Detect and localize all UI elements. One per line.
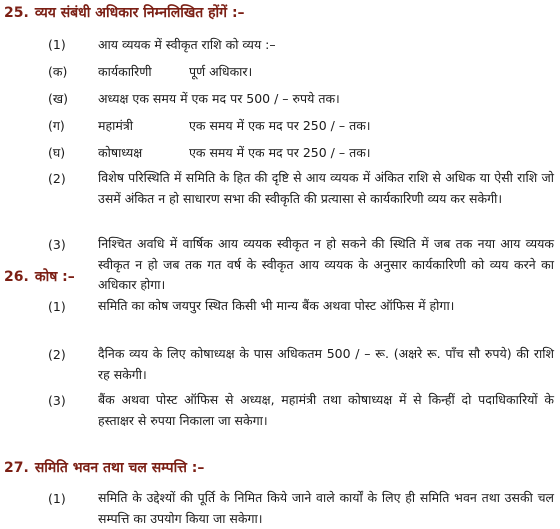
- section-26-heading: [4, 268, 75, 286]
- section-26-number: 26.: [4, 269, 29, 285]
- s25-item-1-text: आय व्ययक में स्वीकृत राशि को व्यय :–: [98, 37, 276, 52]
- s25-item-ka-text: पूर्ण अधिकार।: [189, 64, 253, 79]
- s26-item-3-marker: (3): [48, 393, 66, 408]
- s25-item-ga-label: महामंत्री: [98, 118, 133, 133]
- s25-item-1-marker: (1): [48, 37, 66, 52]
- s27-item-1-marker: (1): [48, 491, 66, 506]
- s25-item-ka-label: कार्यकारिणी: [98, 64, 152, 79]
- s25-item-ga-text: एक समय में एक मद पर 250 / – तक।: [189, 118, 371, 133]
- s26-item-3-text: बैंक अथवा पोस्ट ऑफिस से अध्यक्ष, महामंत्री तथा कोषाध्यक्ष में से किन्हीं दो पदाधिकारियों के हस्ताक्षर से रुपया निकाला जा सकेगा।: [98, 392, 554, 428]
- s25-item-gha-text: एक समय में एक मद पर 250 / – तक।: [189, 145, 371, 160]
- s25-item-ga-marker: (ग): [48, 118, 65, 133]
- s26-item-1-marker: (1): [48, 299, 66, 314]
- section-27-heading: [4, 459, 204, 477]
- s25-item-kha-marker: (ख): [48, 91, 68, 106]
- s25-item-3-marker: (3): [48, 237, 66, 252]
- s25-item-2-marker: (2): [48, 171, 66, 186]
- s26-item-1-text: समिति का कोष जयपुर स्थित किसी भी मान्य बैंक अथवा पोस्ट ऑफिस में होगा।: [98, 298, 455, 313]
- section-27-number: 27.: [4, 460, 29, 476]
- s26-item-2-marker: (2): [48, 347, 66, 362]
- section-25-heading: [4, 4, 245, 22]
- s27-item-1-text: समिति के उद्देश्यों की पूर्ति के निमित किये जाने वाले कार्यों के लिए ही समिति भवन तथा उसकी चल सम्पत्ति का उपयोग किया जा सकेगा।: [98, 490, 554, 526]
- s25-item-3-text: निश्चित अवधि में वार्षिक आय व्ययक स्वीकृत न हो सकने की स्थिति में जब तक नया आय व्ययक स्वीकृत न हो जब तक गत वर्ष के स्वीकृत आय व्ययक के अनुसार कार्यकारिणी को व्यय करने का अधिकार होगा।: [98, 236, 554, 292]
- section-26-title: कोष :–: [34, 269, 75, 285]
- section-27-title: समिति भवन तथा चल सम्पत्ति :–: [34, 460, 205, 476]
- s25-item-gha-label: कोषाध्यक्ष: [98, 145, 143, 160]
- s26-item-2-text: दैनिक व्यय के लिए कोषाध्यक्ष के पास अधिकतम 500 / – रू. (अक्षरे रू. पाँच सौ रुपये) की राशि रह सकेगी।: [98, 346, 554, 382]
- s25-item-2-text: विशेष परिस्थिति में समिति के हित की दृष्टि से आय व्ययक में अंकित राशि से अधिक या ऐसी राशि जो उसमें अंकित न हो साधारण सभा की स्वीकृति की प्रत्यासा से कार्यकारिणी व्यय कर सकेगी।: [98, 170, 554, 206]
- section-25-number: 25.: [4, 5, 29, 21]
- s25-item-gha-marker: (घ): [48, 145, 66, 160]
- s25-item-ka-marker: (क): [48, 64, 68, 79]
- s25-item-kha-text: अध्यक्ष एक समय में एक मद पर 500 / – रुपये तक।: [98, 91, 340, 106]
- section-25-title: व्यय संबंधी अधिकार निम्नलिखित होंगें :–: [34, 5, 245, 21]
